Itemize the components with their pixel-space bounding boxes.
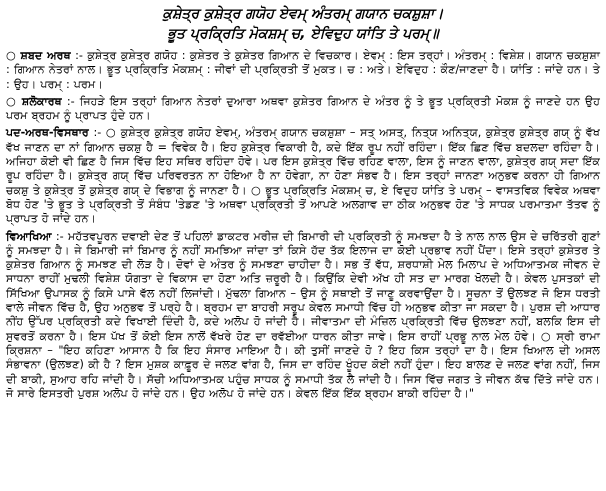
shloka-line-1: ਕੁਸ਼ੇਤ੍ਰ ਕੁਸ਼ੇਤ੍ਰ ਗਯੋਹ ਏਵਮ੍ ਅੰਤਰਮ੍ ਗਯਾਨ ਚਕਸ਼ੁਸ਼ਾ। <box>162 6 444 22</box>
bullet-icon: ○ <box>6 49 17 62</box>
bullet-icon: ○ <box>6 94 17 108</box>
shloka-title <box>6 4 600 44</box>
shlokarth-text: ਜਿਹੜੇ ਇਸ ਤਰ੍ਹਾਂ ਗਿਆਨ ਨੇਤਰਾਂ ਦੁਆਰਾ ਅਥਵਾ ਕੁਸ਼ੇਤਰ ਗਿਆਨ ਦੇ ਅੰਤਰ ਨੂੰ ਤੇ ਭੂਤ ਪ੍ਰਕ੍ਰਿਤੀ ਮੋਕਸ਼ ਨੂੰ ਜਾਣਦੇ ਹਨ ਉਹ ਪਰਮ ਬ੍ਰਹਮ ਨੂੰ ਪ੍ਰਾਪਤ ਹੁੰਦੇ ਹਨ। <box>6 94 601 123</box>
shlokarth-label: ਸ਼ਲੋਕਾਰਥ <box>21 94 62 108</box>
shabad-arth-label: ਸ਼ਬਦ ਅਰਥ <box>20 49 71 62</box>
vyakhya-text: ਮਹੱਤਵਪੂਰਨ ਦਵਾਈ ਦੇਣ ਤੋਂ ਪਹਿਲਾਂ ਡਾਕਟਰ ਮਰੀਜ਼ ਦੀ ਬਿਮਾਰੀ ਦੀ ਪ੍ਰਕ੍ਰਿਤੀ ਨੂੰ ਸਮਝਦਾ ਹੈ ਤੇ ਨਾਲ ਨਾਲ ਉਸ ਦੇ ਚਰਿੱਤਰੀ ਗੁਣਾਂ ਨੂੰ ਸਮਝਦਾ ਹੈ। ਜੇ ਬਿਮਾਰੀ ਜਾਂ ਬਿਮਾਰ ਨੂੰ ਨਹੀਂ ਸਮਝਿਆ ਜਾਂਦਾ ਤਾਂ ਕਿਸੇ ਹੱਦ ਤੱਕ ਇਲਾਜ ਦਾ ਕੋਈ ਪ੍ਰਭਾਵ ਨਹੀਂ ਪੈਂਦਾ। ਇਸੇ ਤਰ੍ਹਾਂ ਕੁਸ਼ੇਤਰ ਤੇ ਕੁਸ਼ੇਤਰ ਗਿਆਨ ਨੂੰ ਸਮਝਣ ਦੀ ਲੋੜ ਹੈ। ਦੋਵਾਂ ਦੇ ਅੰਤਰ ਨੂੰ ਸਮਝਣਾ ਚਾਹੀਦਾ ਹੈ। ਸਭ ਤੋਂ ਵੱਧ, ਸ਼ਰਧਾਸ਼ੀ ਮੇਲ ਮਿਲਾਪ ਦੇ ਅਧਿਆਤਮਕ ਜੀਵਨ ਦੇ ਸਾਧਨਾ ਰਾਹੀਂ ਮੁਢਲੀ ਵਿਸ਼ੇਸ਼ ਯੋਗਤਾ ਦੇ ਵਿਕਾਸ ਦਾ ਹੋਣਾ ਅਤਿ ਜ਼ਰੂਰੀ ਹੈ। ਕਿਉਂਕਿ ਦੇਵੀ ਅੱਖ ਹੀ ਸਤ ਦਾ ਮਾਰਗ ਖੋਲਦੀ ਹੈ। ਕੇਵਲ ਪੁਸਤਕਾਂ ਦੀ ਸਿੱਖਿਆ ਉਪਾਸਕ ਨੂੰ ਕਿਸੇ ਪਾਸੇ ਵੱਲ ਨਹੀਂ ਲਿਜਾਂਦੀ। ਮੁੱਢਲਾ ਗਿਆਨ – ਉਸ ਨੂੰ ਸਥਾਈ ਤੋਂ ਜਾਣੂ ਕਰਵਾਉਂਦਾ ਹੈ। ਸੂਚਨਾ ਤੋਂ ਉਲਝਣ ਜੋ ਇਸ ਧਰਤੀ ਵਾਲੇ ਜੀਵਨ ਵਿੱਚ ਹੈ, ਉਹ ਅਨੁਭਵ ਤੋਂ ਪਰ੍ਹੇ ਹੈ। ਬ੍ਰਹਮ ਦਾ ਬਾਹਰੀ ਸਰੂਪ ਕੇਵਲ ਸਮਾਧੀ ਵਿੱਚ ਹੀ ਅਨੁਭਵ ਕੀਤਾ ਜਾ ਸਕਦਾ ਹੈ। ਪੁਰਸ਼ ਦੀ ਆਧਾਰ ਨੀਂਹ ਉੱਪਰ ਪ੍ਰਕ੍ਰਿਤੀ ਕਦੇ ਵਿਖਾਈ ਦਿੰਦੀ ਹੈ, ਕਦੇ ਅਲੋਪ ਹੋ ਜਾਂਦੀ ਹੈ। ਜੀਵਾਤਮਾ ਦੀ ਮੰਜ਼ਿਲ ਪ੍ਰਕ੍ਰਿਤੀ ਵਿੱਚ ਉਲਝਣਾ ਨਹੀਂ, ਬਲਕਿ ਇਸ ਦੀ ਸੁਵਰਤੋਂ ਕਰਨਾ ਹੈ। ਇਸ ਪੱਖ ਤੋਂ ਕੋਈ ਇਸ ਨਾਲੋਂ ਵੱਖਰੇ ਹੋਣ ਦਾ ਰਵੱਈਆ ਧਾਰਨ ਕੀਤਾ ਜਾਵੇ। ਇਸ ਰਾਹੀਂ ਪ੍ਰਭੂ ਨਾਲ ਮੇਲ ਹੋਵੇ। ○ ਸ੍ਰੀ ਰਾਮਾ ਕ੍ਰਿਸ਼ਨਾ – "ਇਹ ਕਹਿਣਾ ਆਸਾਨ ਹੈ ਕਿ ਇਹ ਸੰਸਾਰ ਮਾਇਆ ਹੈ। ਕੀ ਤੁਸੀਂ ਜਾਣਦੇ ਹੋ ? ਇਹ ਕਿਸ ਤਰ੍ਹਾਂ ਦਾ ਹੈ। ਇਸ ਖਿਆਲ ਦੀ ਅਸਲ ਸੰਭਾਵਨਾ (ਉਲਝਣ) ਕੀ ਹੈ ? ਇਸ ਮੁਸ਼ਕ ਕਾਫ਼ੂਰ ਦੇ ਜਲਣ ਵਾਂਗ ਹੈ, ਜਿਸ ਦਾ ਰਹਿੰਦ ਖੂੰਹਦ ਕੋਈ ਨਹੀਂ ਹੁੰਦਾ। ਇਹ ਬਾਲਣ ਦੇ ਜਲਣ ਵਾਂਗ ਨਹੀਂ, ਜਿਸ ਦੀ ਬਾਕੀ, ਸੁਆਹ ਰਹਿ ਜਾਂਦੀ ਹੈ। ਸੱਚੀ ਅਧਿਆਤਮਕ ਪਹੁੰਚ ਸਾਧਕ ਨੂੰ ਸਮਾਧੀ ਤੱਕ ਲੈ ਜਾਂਦੀ ਹੈ। ਜਿਸ ਵਿੱਚ ਜਗਤ ਤੇ ਜੀਵਨ ਕੱਢ ਦਿੱਤੇ ਜਾਂਦੇ ਹਨ। ਜੋ ਸਾਰੇ ਇਸਤਰੀ ਪੁਰਸ਼ ਅਲੋਪ ਹੋ ਜਾਂਦੇ ਹਨ। ਉਹ ਅਲੋਪ ਹੋ ਜਾਂਦੇ ਹਨ। ਕੇਵਲ ਇੱਕ ਇੱਕ ਬ੍ਰਹਮ ਬਾਕੀ ਰਹਿੰਦਾ ਹੈ।" <box>6 229 600 400</box>
vyakhya-paragraph: ਵਿਆਖਿਆ :- ਮਹੱਤਵਪੂਰਨ ਦਵਾਈ ਦੇਣ ਤੋਂ ਪਹਿਲਾਂ ਡਾਕਟਰ ਮਰੀਜ਼ ਦੀ ਬਿਮਾਰੀ ਦੀ ਪ੍ਰਕ੍ਰਿਤੀ ਨੂੰ ਸਮਝਦਾ ਹੈ ਤੇ ਨਾਲ ਨਾਲ ਉਸ ਦੇ ਚਰਿੱਤਰੀ ਗੁਣਾਂ ਨੂੰ ਸਮਝਦਾ ਹੈ। ਜੇ ਬਿਮਾਰੀ ਜਾਂ ਬਿਮਾਰ ਨੂੰ ਨਹੀਂ ਸਮਝਿਆ ਜਾਂਦਾ ਤਾਂ ਕਿਸੇ ਹੱਦ ਤੱਕ ਇਲਾਜ ਦਾ ਕੋਈ ਪ੍ਰਭਾਵ ਨਹੀਂ ਪੈਂਦਾ। ਇਸੇ ਤਰ੍ਹਾਂ ਕੁਸ਼ੇਤਰ ਤੇ ਕੁਸ਼ੇਤਰ ਗਿਆਨ ਨੂੰ ਸਮਝਣ ਦੀ ਲੋੜ ਹੈ। ਦੋਵਾਂ ਦੇ ਅੰਤਰ ਨੂੰ ਸਮਝਣਾ ਚਾਹੀਦਾ ਹੈ। ਸਭ ਤੋਂ ਵੱਧ, ਸ਼ਰਧਾਸ਼ੀ ਮੇਲ ਮਿਲਾਪ ਦੇ ਅਧਿਆਤਮਕ ਜੀਵਨ ਦੇ ਸਾਧਨਾ ਰਾਹੀਂ ਮੁਢਲੀ ਵਿਸ਼ੇਸ਼ ਯੋਗਤਾ ਦੇ ਵਿਕਾਸ ਦਾ ਹੋਣਾ ਅਤਿ ਜ਼ਰੂਰੀ ਹੈ। ਕਿਉਂਕਿ ਦੇਵੀ ਅੱਖ ਹੀ ਸਤ ਦਾ ਮਾਰਗ ਖੋਲਦੀ ਹੈ। ਕੇਵਲ ਪੁਸਤਕਾਂ ਦੀ ਸਿੱਖਿਆ ਉਪਾਸਕ ਨੂੰ ਕਿਸੇ ਪਾਸੇ ਵੱਲ ਨਹੀਂ ਲਿਜਾਂਦੀ। ਮੁੱਢਲਾ ਗਿਆਨ – ਉਸ ਨੂੰ ਸਥਾਈ ਤੋਂ ਜਾਣੂ ਕਰਵਾਉਂਦਾ ਹੈ। ਸੂਚਨਾ ਤੋਂ ਉਲਝਣ ਜੋ ਇਸ ਧਰਤੀ ਵਾਲੇ ਜੀਵਨ ਵਿੱਚ ਹੈ, ਉਹ ਅਨੁਭਵ ਤੋਂ ਪਰ੍ਹੇ ਹੈ। ਬ੍ਰਹਮ ਦਾ ਬਾਹਰੀ ਸਰੂਪ ਕੇਵਲ ਸਮਾਧੀ ਵਿੱਚ ਹੀ ਅਨੁਭਵ ਕੀਤਾ ਜਾ ਸਕਦਾ ਹੈ। ਪੁਰਸ਼ ਦੀ ਆਧਾਰ ਨੀਂਹ ਉੱਪਰ ਪ੍ਰਕ੍ਰਿਤੀ ਕਦੇ ਵਿਖਾਈ ਦਿੰਦੀ ਹੈ, ਕਦੇ ਅਲੋਪ ਹੋ ਜਾਂਦੀ ਹੈ। ਜੀਵਾਤਮਾ ਦੀ ਮੰਜ਼ਿਲ ਪ੍ਰਕ੍ਰਿਤੀ ਵਿੱਚ ਉਲਝਣਾ ਨਹੀਂ, ਬਲਕਿ ਇਸ ਦੀ ਸੁਵਰਤੋਂ ਕਰਨਾ ਹੈ। ਇਸ ਪੱਖ ਤੋਂ ਕੋਈ ਇਸ ਨਾਲੋਂ ਵੱਖਰੇ ਹੋਣ ਦਾ ਰਵੱਈਆ ਧਾਰਨ ਕੀਤਾ ਜਾਵੇ। ਇਸ ਰਾਹੀਂ ਪ੍ਰਭੂ ਨਾਲ ਮੇਲ ਹੋਵੇ। ○ ਸ੍ਰੀ ਰਾਮਾ ਕ੍ਰਿਸ਼ਨਾ – "ਇਹ ਕਹਿਣਾ ਆਸਾਨ ਹੈ ਕਿ ਇਹ ਸੰਸਾਰ ਮਾਇਆ ਹੈ। ਕੀ ਤੁਸੀਂ ਜਾਣਦੇ ਹੋ ? ਇਹ ਕਿਸ ਤਰ੍ਹਾਂ ਦਾ ਹੈ। ਇਸ ਖਿਆਲ ਦੀ ਅਸਲ ਸੰਭਾਵਨਾ (ਉਲਝਣ) ਕੀ ਹੈ ? ਇਸ ਮੁਸ਼ਕ ਕਾਫ਼ੂਰ ਦੇ ਜਲਣ ਵਾਂਗ ਹੈ, ਜਿਸ ਦਾ ਰਹਿੰਦ ਖੂੰਹਦ ਕੋਈ ਨਹੀਂ ਹੁੰਦਾ। ਇਹ ਬਾਲਣ ਦੇ ਜਲਣ ਵਾਂਗ ਨਹੀਂ, ਜਿਸ ਦੀ ਬਾਕੀ, ਸੁਆਹ ਰਹਿ ਜਾਂਦੀ ਹੈ। ਸੱਚੀ ਅਧਿਆਤਮਕ ਪਹੁੰਚ ਸਾਧਕ ਨੂੰ ਸਮਾਧੀ ਤੱਕ ਲੈ ਜਾਂਦੀ ਹੈ। ਜਿਸ ਵਿੱਚ ਜਗਤ ਤੇ ਜੀਵਨ ਕੱਢ ਦਿੱਤੇ ਜਾਂਦੇ ਹਨ। ਜੋ ਸਾਰੇ ਇਸਤਰੀ ਪੁਰਸ਼ ਅਲੋਪ ਹੋ ਜਾਂਦੇ ਹਨ। ਉਹ ਅਲੋਪ ਹੋ ਜਾਂਦੇ ਹਨ। ਕੇਵਲ ਇੱਕ ਇੱਕ ਬ੍ਰਹਮ ਬਾਕੀ ਰਹਿੰਦਾ ਹੈ।" <box>6 229 600 400</box>
shloka-line-2: ਭੂਤ ਪ੍ਰਕ੍ਰਿਤਿ ਮੋਕਸ਼ਮ੍ ਚ, ਏਵਿਦੁਹ ਯਾਂਤਿ ਤੇ ਪਰਮ੍॥ <box>167 26 439 42</box>
shlokarth-paragraph: ○ ਸ਼ਲੋਕਾਰਥ :- ਜਿਹੜੇ ਇਸ ਤਰ੍ਹਾਂ ਗਿਆਨ ਨੇਤਰਾਂ ਦੁਆਰਾ ਅਥਵਾ ਕੁਸ਼ੇਤਰ ਗਿਆਨ ਦੇ ਅੰਤਰ ਨੂੰ ਤੇ ਭੂਤ ਪ੍ਰਕ੍ਰਿਤੀ ਮੋਕਸ਼ ਨੂੰ ਜਾਣਦੇ ਹਨ ਉਹ ਪਰਮ ਬ੍ਰਹਮ ਨੂੰ ਪ੍ਰਾਪਤ ਹੁੰਦੇ ਹਨ। <box>6 94 601 123</box>
pad-arth-label: ਪਦ-ਅਰਥ-ਵਿਸਥਾਰ <box>6 126 89 140</box>
vyakhya-label: ਵਿਆਖਿਆ <box>6 229 52 243</box>
shabad-arth-paragraph: ○ ਸ਼ਬਦ ਅਰਥ :- ਕੁਸ਼ੇਤ੍ਰ ਕੁਸ਼ੇਤ੍ਰ ਗਯੋਹ : ਕੁਸ਼ੇਤਰ ਤੇ ਕੁਸ਼ੇਤਰ ਗਿਆਨ ਦੇ ਵਿਚਕਾਰ। ਏਵਮ੍ : ਇਸ ਤਰ੍ਹਾਂ। ਅੰਤਰਮ੍ : ਵਿਸ਼ੇਸ਼। ਗਯਾਨ ਚਕਸ਼ੁਸ਼ਾ : ਗਿਆਨ ਨੇਤਰਾਂ ਨਾਲ। ਭੂਤ ਪ੍ਰਕ੍ਰਿਤਿ ਮੋਕਸ਼ਮ੍ : ਜੀਵਾਂ ਦੀ ਪ੍ਰਕ੍ਰਿਤੀ ਤੋਂ ਮੁਕਤ। ਚ : ਅਤੇ। ਏਵਿਦੁਹ : ਕੌਣ/ਜਾਣਦਾ ਹੈ। ਯਾਂਤਿ : ਜਾਂਦੇ ਹਨ। ਤੇ : ਉਹ। ਪਰਮ੍ : ਪਰਮ। <box>6 49 600 91</box>
pad-arth-text: ਕੁਸ਼ੇਤ੍ਰ ਕੁਸ਼ੇਤ੍ਰ ਗਯੋਹ ਏਵਮ੍, ਅੰਤਰਮ੍ ਗਯਾਨ ਚਕਸ਼ੁਸ਼ਾ – ਸਤ੍ ਅਸਤ੍, ਨਿਤ੍ਯ ਅਨਿਤ੍ਯ, ਕੁਸ਼ੇਤ੍ਰ ਕੁਸ਼ੇਤ੍ਰ ਗਯ੍ ਨੂੰ ਵੱਖ ਵੱਖ ਜਾਣਨ ਦਾ ਨਾਂ ਗਿਆਨ ਚਕਸ਼ੁ ਹੈ = ਵਿਵੇਕ ਹੈ। ਇਹ ਕੁਸ਼ੇਤ੍ਰ ਵਿਕਾਰੀ ਹੈ, ਕਦੇ ਇੱਕ ਰੂਪ ਨਹੀਂ ਰਹਿੰਦਾ। ਇੱਕ ਛਿਣ ਵਿੱਚ ਬਦਲਦਾ ਰਹਿੰਦਾ ਹੈ। ਅਜਿਹਾ ਕੋਈ ਵੀ ਛਿਣ ਹੈ ਜਿਸ ਵਿੱਚ ਇਹ ਸਥਿਰ ਰਹਿੰਦਾ ਹੋਵੇ। ਪਰ ਇਸ ਕੁਸ਼ੇਤ੍ਰ ਵਿੱਚ ਰਹਿਣ ਵਾਲਾ, ਇਸ ਨੂੰ ਜਾਣਨ ਵਾਲਾ, ਕੁਸ਼ੇਤ੍ਰ ਗਯ੍ ਸਦਾ ਇੱਕ ਰੂਪ ਰਹਿੰਦਾ ਹੈ। ਕੁਸ਼ੇਤ੍ਰ ਗਯ੍ ਵਿੱਚ ਪਰਿਵਰਤਨ ਨਾ ਹੋਇਆ ਹੈ ਨਾ ਹੋਵੇਗਾ, ਨਾ ਹੋਣਾ ਸੰਭਵ ਹੈ। ਇਸ ਤਰ੍ਹਾਂ ਜਾਨਣਾ ਅਨੁਭਵ ਕਰਨਾ ਹੀ ਗਿਆਨ ਚਕਸ਼ੁ ਤੇ ਕੁਸ਼ੇਤ੍ਰ ਤੋਂ ਕੁਸ਼ੇਤ੍ਰ ਗਯ੍ ਦੇ ਵਿਭਾਗ ਨੂੰ ਜਾਨਣਾ ਹੈ। ○ ਭੂਤ ਪ੍ਰਕ੍ਰਿਤਿ ਮੋਕਸ਼ਮ੍ ਚ, ਏ ਵਿਦੁਹ ਯਾਂਤਿ ਤੇ ਪਰਮ੍ – ਵਾਸਤਵਿਕ ਵਿਵੇਕ ਅਥਵਾ ਬੋਧ ਹੋਣ 'ਤੇ ਭੂਤ ਤੇ ਪ੍ਰਕ੍ਰਿਤੀ ਤੋਂ ਸੰਬੰਧ 'ਤੇਡਣ 'ਤੇ ਅਥਵਾ ਪ੍ਰਕ੍ਰਿਤੀ ਤੋਂ ਆਪਣੇ ਅਲਗਾਵ ਦਾ ਠੀਕ ਅਨੁਭਵ ਹੋਣ 'ਤੇ ਸਾਧਕ ਪਰਮਾਤਮਾ ਤੱਤਵ ਨੂੰ ਪ੍ਰਾਪਤ ਹੋ ਜਾਂਦੇ ਹਨ। <box>6 126 600 226</box>
pad-arth-paragraph: ਪਦ-ਅਰਥ-ਵਿਸਥਾਰ :- ○ ਕੁਸ਼ੇਤ੍ਰ ਕੁਸ਼ੇਤ੍ਰ ਗਯੋਹ ਏਵਮ੍, ਅੰਤਰਮ੍ ਗਯਾਨ ਚਕਸ਼ੁਸ਼ਾ – ਸਤ੍ ਅਸਤ੍, ਨਿਤ੍ਯ ਅਨਿਤ੍ਯ, ਕੁਸ਼ੇਤ੍ਰ ਕੁਸ਼ੇਤ੍ਰ ਗਯ੍ ਨੂੰ ਵੱਖ ਵੱਖ ਜਾਣਨ ਦਾ ਨਾਂ ਗਿਆਨ ਚਕਸ਼ੁ ਹੈ = ਵਿਵੇਕ ਹੈ। ਇਹ ਕੁਸ਼ੇਤ੍ਰ ਵਿਕਾਰੀ ਹੈ, ਕਦੇ ਇੱਕ ਰੂਪ ਨਹੀਂ ਰਹਿੰਦਾ। ਇੱਕ ਛਿਣ ਵਿੱਚ ਬਦਲਦਾ ਰਹਿੰਦਾ ਹੈ। ਅਜਿਹਾ ਕੋਈ ਵੀ ਛਿਣ ਹੈ ਜਿਸ ਵਿੱਚ ਇਹ ਸਥਿਰ ਰਹਿੰਦਾ ਹੋਵੇ। ਪਰ ਇਸ ਕੁਸ਼ੇਤ੍ਰ ਵਿੱਚ ਰਹਿਣ ਵਾਲਾ, ਇਸ ਨੂੰ ਜਾਣਨ ਵਾਲਾ, ਕੁਸ਼ੇਤ੍ਰ ਗਯ੍ ਸਦਾ ਇੱਕ ਰੂਪ ਰਹਿੰਦਾ ਹੈ। ਕੁਸ਼ੇਤ੍ਰ ਗਯ੍ ਵਿੱਚ ਪਰਿਵਰਤਨ ਨਾ ਹੋਇਆ ਹੈ ਨਾ ਹੋਵੇਗਾ, ਨਾ ਹੋਣਾ ਸੰਭਵ ਹੈ। ਇਸ ਤਰ੍ਹਾਂ ਜਾਨਣਾ ਅਨੁਭਵ ਕਰਨਾ ਹੀ ਗਿਆਨ ਚਕਸ਼ੁ ਤੇ ਕੁਸ਼ੇਤ੍ਰ ਤੋਂ ਕੁਸ਼ੇਤ੍ਰ ਗਯ੍ ਦੇ ਵਿਭਾਗ ਨੂੰ ਜਾਨਣਾ ਹੈ। ○ ਭੂਤ ਪ੍ਰਕ੍ਰਿਤਿ ਮੋਕਸ਼ਮ੍ ਚ, ਏ ਵਿਦੁਹ ਯਾਂਤਿ ਤੇ ਪਰਮ੍ – ਵਾਸਤਵਿਕ ਵਿਵੇਕ ਅਥਵਾ ਬੋਧ ਹੋਣ 'ਤੇ ਭੂਤ ਤੇ ਪ੍ਰਕ੍ਰਿਤੀ ਤੋਂ ਸੰਬੰਧ 'ਤੇਡਣ 'ਤੇ ਅਥਵਾ ਪ੍ਰਕ੍ਰਿਤੀ ਤੋਂ ਆਪਣੇ ਅਲਗਾਵ ਦਾ ਠੀਕ ਅਨੁਭਵ ਹੋਣ 'ਤੇ ਸਾਧਕ ਪਰਮਾਤਮਾ ਤੱਤਵ ਨੂੰ ਪ੍ਰਾਪਤ ਹੋ ਜਾਂਦੇ ਹਨ। <box>6 126 600 226</box>
shabad-arth-text: ਕੁਸ਼ੇਤ੍ਰ ਕੁਸ਼ੇਤ੍ਰ ਗਯੋਹ : ਕੁਸ਼ੇਤਰ ਤੇ ਕੁਸ਼ੇਤਰ ਗਿਆਨ ਦੇ ਵਿਚਕਾਰ। ਏਵਮ੍ : ਇਸ ਤਰ੍ਹਾਂ। ਅੰਤਰਮ੍ : ਵਿਸ਼ੇਸ਼। ਗਯਾਨ ਚਕਸ਼ੁਸ਼ਾ : ਗਿਆਨ ਨੇਤਰਾਂ ਨਾਲ। ਭੂਤ ਪ੍ਰਕ੍ਰਿਤਿ ਮੋਕਸ਼ਮ੍ : ਜੀਵਾਂ ਦੀ ਪ੍ਰਕ੍ਰਿਤੀ ਤੋਂ ਮੁਕਤ। ਚ : ਅਤੇ। ਏਵਿਦੁਹ : ਕੌਣ/ਜਾਣਦਾ ਹੈ। ਯਾਂਤਿ : ਜਾਂਦੇ ਹਨ। ਤੇ : ਉਹ। ਪਰਮ੍ : ਪਰਮ। <box>6 49 600 91</box>
